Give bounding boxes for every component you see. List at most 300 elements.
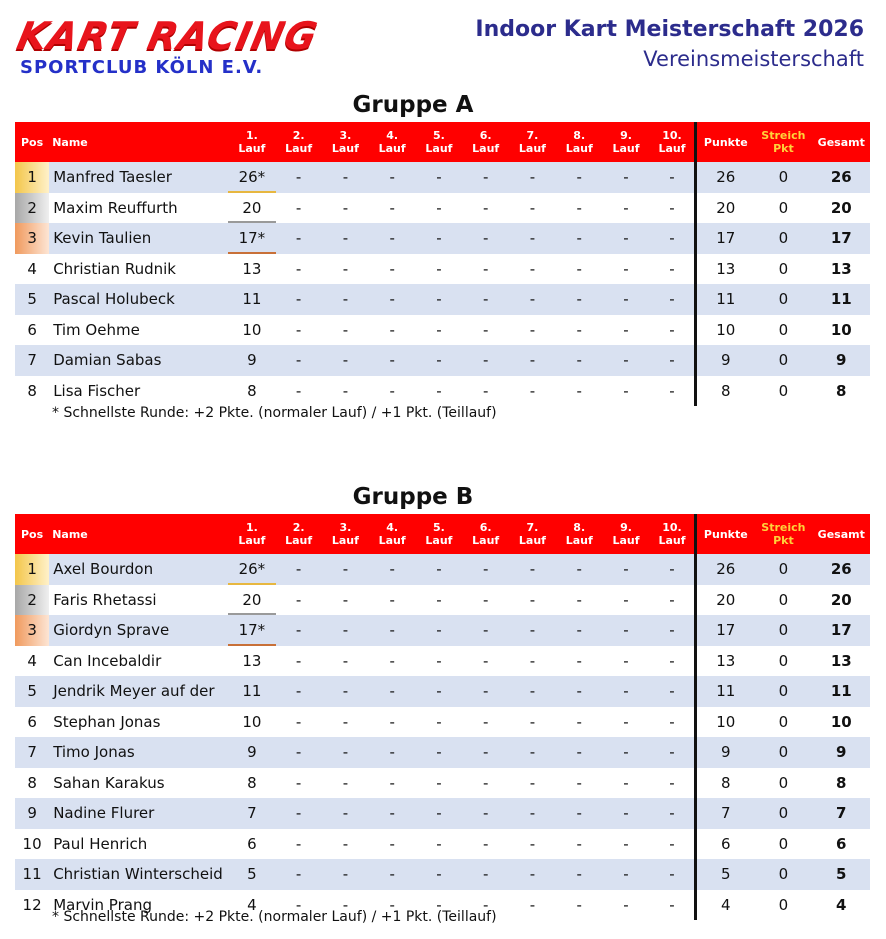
race-2-points-cell: - [295,381,302,400]
gesamt-cell: 20 [830,590,852,609]
race-9-points-cell: - [602,615,649,646]
race-8-points-cell: - [576,320,582,339]
streich-cell: 0 [754,284,812,315]
race-7-points-cell: - [509,859,556,890]
driver-name-cell: Lisa Fischer [53,381,141,400]
gesamt-cell: 8 [836,773,847,792]
race-7-points-cell: - [529,198,536,217]
driver-name-cell: Christian Rudnik [53,259,176,278]
race-7-points-cell: - [509,345,556,376]
col-header-lauf-5-text: 5. [433,129,445,142]
driver-name-cell: Axel Bourdon [49,554,228,585]
race-10-points-cell: - [650,284,696,315]
streich-cell: 0 [778,590,789,609]
race-5-points-cell: - [415,162,462,193]
race-10-points-cell: - [650,676,696,707]
race-4-points-cell: - [369,162,415,193]
position-cell: 3 [15,615,49,646]
position-cell: 8 [27,773,37,792]
position-cell: 8 [27,381,37,400]
race-4-points-cell: - [389,834,395,853]
race-9-points-cell: - [623,895,629,914]
race-8-points-cell: - [556,345,602,376]
streich-cell: 0 [754,554,812,585]
group-a-footnote: * Schnellste Runde: +2 Pkte. (normaler Lauf) / +1 Pkt. (Teillauf) [52,405,497,421]
race-5-points-cell: - [415,676,462,707]
col-header-lauf-3 [322,122,369,162]
race-5-points-cell: - [436,381,442,400]
race-3-points-cell: - [342,259,349,278]
col-header-lauf-3-text: 3. [339,521,352,534]
position-cell: 3 [15,223,49,254]
race-8-points-cell: - [576,381,582,400]
col-header-lauf-10-text: Lauf [658,534,686,547]
table-row [15,585,870,616]
col-header-streich-text: Streich [761,521,806,534]
race-3-points-cell: - [342,198,349,217]
race-8-points-cell: - [556,615,602,646]
race-7-points-cell: - [509,798,556,829]
group-b-footnote: * Schnellste Runde: +2 Pkte. (normaler Lauf) / +1 Pkt. (Teillauf) [52,909,497,925]
col-header-gesamt-text: Gesamt [817,527,865,541]
race-1-points-cell: 17* [228,615,275,646]
col-header-lauf-4-text: 4. [386,521,399,534]
gesamt-cell: 13 [830,651,852,670]
position-cell: 2 [15,193,49,224]
race-3-points-cell: - [322,554,369,585]
driver-name-cell: Giordyn Sprave [49,615,228,646]
race-1-points-cell: 4 [247,895,257,914]
driver-name-cell: Sahan Karakus [53,773,165,792]
driver-name-cell: Damian Sabas [49,345,228,376]
punkte-cell: 11 [696,284,754,315]
col-header-lauf-10-text: 10. [662,129,682,142]
col-header-lauf-9-text: Lauf [612,142,640,155]
race-2-points-cell: - [276,162,322,193]
col-header-lauf-6 [463,514,509,554]
col-header-lauf-8 [556,122,602,162]
page-title: Indoor Kart Meisterschaft 2026 [475,17,864,42]
race-3-points-cell: - [342,381,349,400]
col-header-lauf-3 [322,514,369,554]
col-header-lauf-9-text: 9. [620,521,632,534]
race-7-points-cell: - [529,712,536,731]
position-cell: 5 [15,676,49,707]
race-8-points-cell: - [576,773,582,792]
race-5-points-cell: - [436,259,442,278]
col-header-name [49,514,228,554]
race-10-points-cell: - [650,162,696,193]
streich-cell: 0 [778,381,789,400]
table-row [15,798,870,829]
race-5-points-cell: - [436,834,442,853]
race-8-points-cell: - [576,198,582,217]
col-header-name-text: Name [52,135,88,149]
table-row [15,615,870,646]
gesamt-cell: 5 [813,859,870,890]
race-3-points-cell: - [322,859,369,890]
position-cell: 9 [15,798,49,829]
race-2-points-cell: - [295,320,302,339]
race-1-points-cell: 10 [242,712,262,731]
col-header-punkte-text: Punkte [703,527,748,541]
col-header-lauf-6-text: Lauf [472,142,500,155]
race-6-points-cell: - [463,223,509,254]
race-3-points-cell: - [322,345,369,376]
race-7-points-cell: - [529,834,536,853]
col-header-gesamt [813,122,870,162]
race-4-points-cell: - [389,198,395,217]
race-6-points-cell: - [463,615,509,646]
streich-cell: 0 [754,859,812,890]
gesamt-cell: 9 [813,737,870,768]
position-cell: 6 [27,712,37,731]
punkte-cell: 13 [696,646,754,677]
race-8-points-cell: - [556,676,602,707]
race-2-points-cell: - [295,198,302,217]
race-5-points-cell: - [415,284,462,315]
col-header-lauf-7-text: Lauf [518,534,546,547]
race-10-points-cell: - [650,223,696,254]
race-3-points-cell: - [342,712,349,731]
race-5-points-cell: - [436,895,442,914]
col-header-lauf-1-text: 1. [245,129,258,142]
col-header-lauf-6-text: 6. [479,521,492,534]
race-6-points-cell: - [482,712,489,731]
punkte-cell: 17 [696,615,754,646]
col-header-pos-text: Pos [21,527,44,541]
race-6-points-cell: - [482,773,489,792]
gesamt-cell: 26 [813,162,870,193]
col-header-gesamt [813,514,870,554]
col-header-punkte [696,122,754,162]
col-header-lauf-4-text: 4. [386,129,399,142]
race-1-points-cell: 26* [228,162,275,193]
punkte-cell: 26 [696,554,754,585]
race-10-points-cell: - [650,345,696,376]
gesamt-cell: 17 [813,615,870,646]
col-header-lauf-1-text: Lauf [238,142,266,155]
driver-name-cell: Can Incebaldir [53,651,162,670]
streich-cell: 0 [754,615,812,646]
race-4-points-cell: - [369,345,415,376]
col-header-lauf-6-text: 6. [479,129,492,142]
col-header-lauf-9-text: Lauf [612,534,640,547]
race-9-points-cell: - [623,259,629,278]
race-3-points-cell: - [342,590,349,609]
driver-name-cell: Jendrik Meyer auf der [49,676,228,707]
race-8-points-cell: - [576,895,582,914]
race-8-points-cell: - [556,284,602,315]
race-2-points-cell: - [295,590,302,609]
col-header-lauf-7 [509,122,556,162]
race-1-points-cell: 7 [228,798,275,829]
race-10-points-cell: - [669,381,675,400]
race-10-points-cell: - [669,773,675,792]
table-row [15,737,870,768]
race-10-points-cell: - [650,615,696,646]
race-4-points-cell: - [389,320,395,339]
col-header-streich [754,514,812,554]
race-3-points-cell: - [322,737,369,768]
race-10-points-cell: - [669,590,675,609]
col-header-lauf-9 [602,122,649,162]
col-header-streich-text: Pkt [773,534,794,547]
col-header-lauf-8 [556,514,602,554]
group-b-title: Gruppe B [352,484,474,510]
position-cell: 10 [22,834,42,853]
race-2-points-cell: - [276,859,322,890]
driver-name-cell: Marvin Prang [53,895,152,914]
race-6-points-cell: - [463,554,509,585]
race-8-points-cell: - [576,590,582,609]
race-9-points-cell: - [623,590,629,609]
race-8-points-cell: - [576,712,582,731]
race-1-points-cell: 10 [242,320,262,339]
race-4-points-cell: - [389,651,395,670]
punkte-cell: 17 [696,223,754,254]
race-5-points-cell: - [436,712,442,731]
driver-name-cell: Stephan Jonas [53,712,161,731]
race-3-points-cell: - [342,651,349,670]
table-row [15,345,870,376]
col-header-gesamt-text: Gesamt [817,135,865,149]
group-a-title: Gruppe A [352,92,474,118]
table-row [15,223,870,254]
race-5-points-cell: - [415,615,462,646]
race-6-points-cell: - [463,676,509,707]
col-header-lauf-8-text: 8. [573,129,586,142]
race-7-points-cell: - [529,651,536,670]
race-7-points-cell: - [509,554,556,585]
gesamt-cell: 13 [830,259,852,278]
race-8-points-cell: - [556,859,602,890]
race-2-points-cell: - [295,895,302,914]
table-row [15,284,870,315]
race-8-points-cell: - [576,834,582,853]
race-8-points-cell: - [576,651,582,670]
race-9-points-cell: - [602,676,649,707]
col-header-lauf-1 [228,514,275,554]
col-header-lauf-7-text: Lauf [518,142,546,155]
race-2-points-cell: - [276,284,322,315]
table-row [15,707,870,738]
race-7-points-cell: - [529,590,536,609]
race-1-points-cell: 26* [228,554,275,585]
streich-cell: 0 [754,737,812,768]
race-9-points-cell: - [602,162,649,193]
race-10-points-cell: - [650,554,696,585]
race-9-points-cell: - [623,381,629,400]
table-row [15,859,870,890]
col-header-lauf-3-text: Lauf [331,534,359,547]
punkte-cell: 11 [696,676,754,707]
race-1-points-cell: 5 [228,859,275,890]
race-4-points-cell: - [369,798,415,829]
race-8-points-cell: - [556,798,602,829]
race-3-points-cell: - [322,676,369,707]
punkte-cell: 9 [696,737,754,768]
col-header-lauf-7-text: 7. [526,129,539,142]
col-header-lauf-2-text: 2. [292,521,305,534]
race-1-points-cell: 8 [247,773,257,792]
race-10-points-cell: - [669,834,675,853]
race-7-points-cell: - [509,737,556,768]
race-10-points-cell: - [650,798,696,829]
race-3-points-cell: - [342,895,349,914]
col-header-lauf-9-text: 9. [620,129,632,142]
race-6-points-cell: - [482,381,489,400]
race-10-points-cell: - [669,198,675,217]
race-5-points-cell: - [415,737,462,768]
race-2-points-cell: - [276,345,322,376]
race-7-points-cell: - [529,381,536,400]
race-9-points-cell: - [602,859,649,890]
streich-cell: 0 [754,223,812,254]
position-cell: 12 [22,895,42,914]
race-4-points-cell: - [389,895,395,914]
page-subtitle: Vereinsmeisterschaft [643,47,864,71]
col-header-lauf-2-text: Lauf [285,534,313,547]
col-header-lauf-2-text: Lauf [285,142,313,155]
streich-cell: 0 [778,895,789,914]
col-header-lauf-2 [276,122,322,162]
col-header-lauf-4 [369,122,415,162]
col-header-lauf-3-text: 3. [339,129,352,142]
streich-cell: 0 [778,651,789,670]
header-row [15,514,870,554]
streich-cell: 0 [754,162,812,193]
col-header-streich [754,122,812,162]
race-4-points-cell: - [369,737,415,768]
race-2-points-cell: - [276,554,322,585]
col-header-punkte [696,514,754,554]
race-1-points-cell: 8 [247,381,257,400]
race-5-points-cell: - [415,554,462,585]
driver-name-cell: Faris Rhetassi [53,590,157,609]
table-row [15,829,870,860]
col-header-lauf-10-text: 10. [662,521,682,534]
race-4-points-cell: - [389,712,395,731]
punkte-cell: 7 [696,798,754,829]
race-5-points-cell: - [436,651,442,670]
punkte-cell: 20 [696,193,754,224]
header-row [15,122,870,162]
race-6-points-cell: - [482,590,489,609]
col-header-lauf-6-text: Lauf [472,534,500,547]
table-row [15,254,870,285]
race-3-points-cell: - [322,162,369,193]
race-2-points-cell: - [276,615,322,646]
punkte-cell: 10 [696,707,754,738]
driver-name-cell: Timo Jonas [49,737,228,768]
punkte-cell: 8 [696,768,754,799]
driver-name-cell: Paul Henrich [53,834,148,853]
club-logo [13,14,338,80]
col-header-streich-text: Streich [761,129,806,142]
race-7-points-cell: - [509,284,556,315]
race-4-points-cell: - [369,223,415,254]
race-8-points-cell: - [556,162,602,193]
race-5-points-cell: - [415,223,462,254]
race-6-points-cell: - [463,284,509,315]
race-9-points-cell: - [602,554,649,585]
col-header-pos [15,514,49,554]
position-cell: 1 [15,554,49,585]
race-2-points-cell: - [295,773,302,792]
streich-cell: 0 [778,198,789,217]
gesamt-cell: 11 [813,284,870,315]
race-1-points-cell: 6 [247,834,257,853]
driver-name-cell: Manfred Taesler [49,162,228,193]
punkte-cell: 5 [696,859,754,890]
position-cell: 11 [15,859,49,890]
driver-name-cell: Pascal Holubeck [49,284,228,315]
punkte-cell: 26 [696,162,754,193]
col-header-pos-text: Pos [21,135,44,149]
race-10-points-cell: - [669,651,675,670]
col-header-lauf-10 [650,122,696,162]
col-header-streich-text: Pkt [773,142,794,155]
gesamt-cell: 11 [813,676,870,707]
position-cell: 7 [15,737,49,768]
gesamt-cell: 6 [836,834,847,853]
position-cell: 7 [15,345,49,376]
race-2-points-cell: - [276,737,322,768]
race-1-points-cell: 11 [228,284,275,315]
race-9-points-cell: - [623,773,629,792]
table-row [15,646,870,677]
race-4-points-cell: - [389,773,395,792]
streich-cell: 0 [778,259,789,278]
col-header-name-text: Name [52,527,88,541]
race-9-points-cell: - [602,284,649,315]
race-5-points-cell: - [436,590,442,609]
punkte-cell: 9 [696,345,754,376]
race-6-points-cell: - [482,259,489,278]
race-10-points-cell: - [650,859,696,890]
race-9-points-cell: - [602,798,649,829]
race-1-points-cell: 9 [228,737,275,768]
position-cell: 6 [27,320,37,339]
gesamt-cell: 17 [813,223,870,254]
race-3-points-cell: - [322,223,369,254]
punkte-cell: 8 [696,376,754,407]
race-5-points-cell: - [436,773,442,792]
table-row [15,554,870,585]
race-1-points-cell: 20 [228,585,275,616]
col-header-lauf-8-text: 8. [573,521,586,534]
race-9-points-cell: - [602,737,649,768]
race-7-points-cell: - [509,615,556,646]
race-7-points-cell: - [509,223,556,254]
race-3-points-cell: - [322,798,369,829]
race-6-points-cell: - [463,737,509,768]
race-9-points-cell: - [623,651,629,670]
gesamt-cell: 8 [836,381,847,400]
col-header-lauf-1-text: Lauf [238,534,266,547]
race-3-points-cell: - [322,284,369,315]
gesamt-cell: 10 [830,712,852,731]
race-4-points-cell: - [369,676,415,707]
streich-cell: 0 [778,834,789,853]
driver-name-cell: Christian Winterscheid [49,859,228,890]
table-row [15,162,870,193]
col-header-lauf-4-text: Lauf [378,142,406,155]
race-6-points-cell: - [482,320,489,339]
table-row [15,193,870,224]
col-header-lauf-7 [509,514,556,554]
